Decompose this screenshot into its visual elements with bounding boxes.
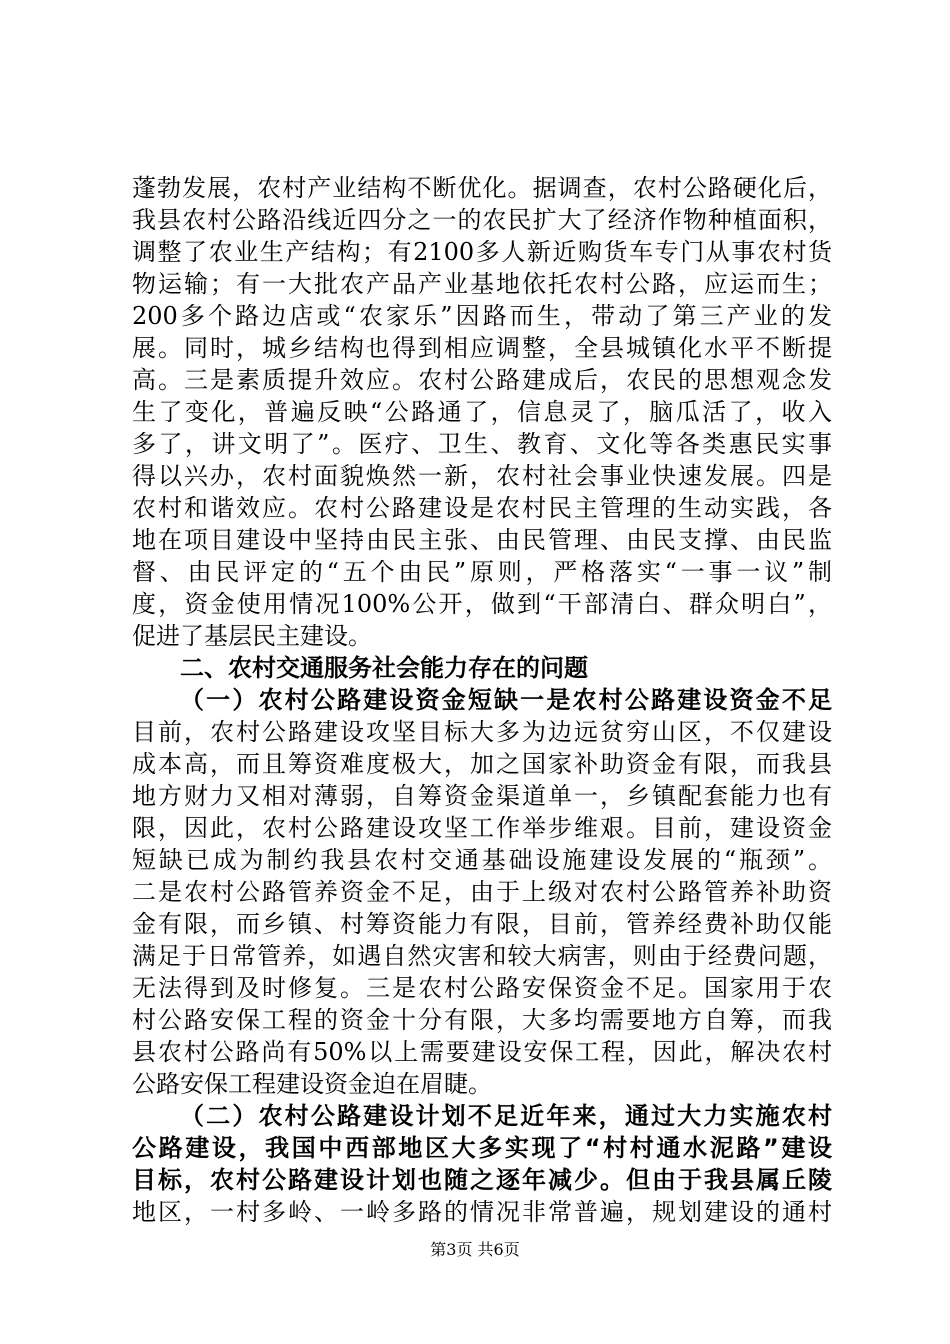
text-line: 农村和谐效应。农村公路建设是农村民主管理的生动实践，各: [132, 494, 832, 522]
section-heading: 二、农村交通服务社会能力存在的问题: [180, 654, 588, 682]
text-line: 目标，农村公路建设计划也随之逐年减少。但由于我县属丘陵: [132, 1166, 832, 1194]
text-line: 公路建设，我国中西部地区大多实现了“村村通水泥路”建设: [132, 1134, 832, 1162]
text-line: 督、由民评定的“五个由民”原则，严格落实“一事一议”制: [132, 558, 832, 586]
text-line: 得以兴办，农村面貌焕然一新，农村社会事业快速发展。四是: [132, 462, 832, 490]
text-line: 县农村公路尚有50%以上需要建设安保工程，因此，解决农村: [132, 1038, 832, 1066]
text-line: 短缺已成为制约我县农村交通基础设施建设发展的“瓶颈”。: [132, 846, 832, 874]
text-line: 高。三是素质提升效应。农村公路建成后，农民的思想观念发: [132, 366, 832, 394]
text-line: 促进了基层民主建设。: [132, 622, 372, 650]
text-line: 200多个路边店或“农家乐”因路而生，带动了第三产业的发: [132, 302, 832, 330]
text-line: 地在项目建设中坚持由民主张、由民管理、由民支撑、由民监: [132, 526, 832, 554]
text-line: 调整了农业生产结构；有2100多人新近购货车专门从事农村货: [132, 238, 832, 266]
paragraph-2: [132, 684, 832, 1100]
text-line: 生了变化，普遍反映“公路通了，信息灵了，脑瓜活了，收入: [132, 398, 832, 426]
text-line: 公路安保工程建设资金迫在眉睫。: [132, 1070, 492, 1098]
text-line: 地方财力又相对薄弱，自筹资金渠道单一，乡镇配套能力也有: [132, 782, 832, 810]
subsection-heading: （一）农村公路建设资金短缺一是农村公路建设资金不足: [180, 686, 832, 714]
text-line: 度，资金使用情况100%公开，做到“干部清白、群众明白”，: [132, 590, 832, 618]
text-line: 蓬勃发展，农村产业结构不断优化。据调查，农村公路硬化后，: [132, 174, 832, 202]
page-footer: 第3页 共6页: [430, 1240, 520, 1259]
document-body: [132, 172, 832, 1228]
text-line: 成本高，而且筹资难度极大，加之国家补助资金有限，而我县: [132, 750, 832, 778]
text-line: 展。同时，城乡结构也得到相应调整，全县城镇化水平不断提: [132, 334, 832, 362]
text-line: 物运输；有一大批农产品产业基地依托农村公路，应运而生；: [132, 270, 832, 298]
text-line: 金有限，而乡镇、村筹资能力有限，目前，管养经费补助仅能: [132, 910, 832, 938]
paragraph-3: [132, 1100, 832, 1228]
subsection-heading: （二）农村公路建设计划不足近年来，通过大力实施农村: [180, 1102, 832, 1130]
paragraph-1: [132, 172, 832, 652]
text-line: 目前，农村公路建设攻坚目标大多为边远贫穷山区，不仅建设: [132, 718, 832, 746]
text-line: 无法得到及时修复。三是农村公路安保资金不足。国家用于农: [132, 974, 832, 1002]
text-line: 多了，讲文明了”。医疗、卫生、教育、文化等各类惠民实事: [132, 430, 832, 458]
text-line: 我县农村公路沿线近四分之一的农民扩大了经济作物种植面积，: [132, 206, 832, 234]
text-line: 满足于日常管养，如遇自然灾害和较大病害，则由于经费问题，: [132, 942, 832, 970]
text-line: 限，因此，农村公路建设攻坚工作举步维艰。目前，建设资金: [132, 814, 832, 842]
text-line: 村公路安保工程的资金十分有限，大多均需要地方自筹，而我: [132, 1006, 832, 1034]
text-line: 二是农村公路管养资金不足，由于上级对农村公路管养补助资: [132, 878, 832, 906]
text-line: 地区，一村多岭、一岭多路的情况非常普遍，规划建设的通村: [132, 1198, 832, 1226]
